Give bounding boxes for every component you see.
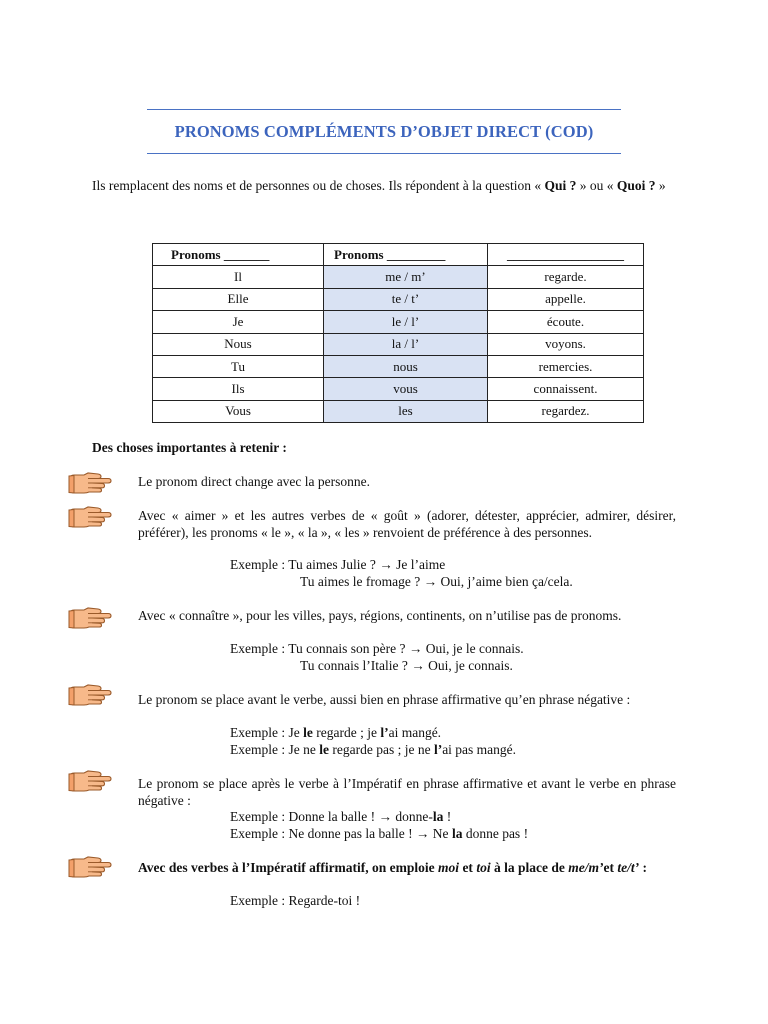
example-bold: la	[432, 809, 444, 824]
table-cell: Ils	[153, 378, 324, 400]
example-bold: le	[303, 725, 313, 740]
rule-6-text: à la place de	[490, 860, 569, 875]
table-cell: connaissent.	[488, 378, 644, 400]
table-cell: Nous	[153, 333, 324, 355]
rule-4: Le pronom se place avant le verbe, aussi bien en phrase affirmative qu’en phrase négative :	[138, 692, 631, 707]
title-top-rule	[147, 109, 621, 110]
rule-6-text: :	[639, 860, 647, 875]
rule-2: Avec « aimer » et les autres verbes de « goût » (adorer, détester, apprécier, admirer, désirer, préférer), les pronoms « le », « la », « les » renvoient de préférence à des personnes.	[138, 508, 676, 540]
table-header: __________________	[488, 244, 644, 266]
table-row	[153, 311, 644, 333]
table-cell: Tu	[153, 355, 324, 377]
intro-paragraph	[92, 177, 682, 194]
intro-text-3: »	[655, 178, 666, 193]
rule-5-example-1	[230, 809, 451, 826]
example-text: ai pas mangé.	[442, 742, 517, 757]
pronoun-table	[152, 243, 644, 423]
rule-6-italic: te/t’	[617, 860, 640, 875]
example-text: Exemple : Donne la balle ! → donne-	[230, 809, 433, 824]
table-header: Pronoms _________	[324, 244, 488, 266]
rule-6-text: et	[603, 860, 618, 875]
page-title: PRONOMS COMPLÉMENTS D’OBJET DIRECT (COD)	[174, 122, 594, 141]
table-cell: la / l’	[324, 333, 488, 355]
example-bold: l’	[433, 742, 443, 757]
table-row	[153, 333, 644, 355]
rule-6	[138, 860, 676, 877]
table-cell: les	[324, 400, 488, 422]
example-bold: le	[319, 742, 329, 757]
intro-text-2: » ou «	[576, 178, 617, 193]
example-text: Exemple : Je	[230, 725, 304, 740]
pointing-hand-icon	[68, 769, 112, 793]
pointing-hand-icon	[68, 471, 112, 495]
table-cell: le / l’	[324, 311, 488, 333]
example-text: donne pas !	[462, 826, 529, 841]
table-cell: remercies.	[488, 355, 644, 377]
table-cell: vous	[324, 378, 488, 400]
example-bold: la	[451, 826, 463, 841]
table-cell: Elle	[153, 288, 324, 310]
example-text: regarde ; je	[312, 725, 381, 740]
example-text: Exemple : Ne donne pas la balle ! → Ne	[230, 826, 452, 841]
intro-qui: Qui ?	[544, 178, 577, 193]
rule-3-example-2: Tu connais l’Italie ? → Oui, je connais.	[300, 658, 513, 673]
rule-6-italic: me/m’	[568, 860, 604, 875]
example-text: ai mangé.	[388, 725, 442, 740]
table-cell: Je	[153, 311, 324, 333]
table-cell: te / t’	[324, 288, 488, 310]
rule-6-italic: toi	[476, 860, 491, 875]
rule-6-example: Exemple : Regarde-toi !	[230, 893, 361, 908]
example-text: regarde pas ; je ne	[328, 742, 434, 757]
table-cell: regardez.	[488, 400, 644, 422]
rule-1: Le pronom direct change avec la personne.	[138, 474, 371, 489]
table-cell: me / m’	[324, 266, 488, 288]
table-cell: Vous	[153, 400, 324, 422]
rule-6-text: et	[459, 860, 477, 875]
pointing-hand-icon	[68, 855, 112, 879]
section-title: Des choses importantes à retenir :	[92, 440, 287, 455]
table-row	[153, 266, 644, 288]
pointing-hand-icon	[68, 505, 112, 529]
table-cell: Il	[153, 266, 324, 288]
rule-3-example-1: Exemple : Tu connais son père ? → Oui, je le connais.	[230, 641, 524, 656]
rule-2-example-2: Tu aimes le fromage ? → Oui, j’aime bien ça/cela.	[300, 574, 573, 589]
rule-5: Le pronom se place après le verbe à l’Impératif en phrase affirmative et avant le verbe en phrase négative :	[138, 776, 676, 808]
table-cell: regarde.	[488, 266, 644, 288]
rule-6-italic: moi	[438, 860, 460, 875]
example-text: Exemple : Je ne	[230, 742, 320, 757]
table-row	[153, 400, 644, 422]
rule-5-example-2	[230, 826, 528, 843]
table-row	[153, 378, 644, 400]
rule-3: Avec « connaître », pour les villes, pays, régions, continents, on n’utilise pas de pronoms.	[138, 608, 622, 623]
intro-text-1: Ils remplacent des noms et de personnes ou de choses. Ils répondent à la question «	[92, 178, 545, 193]
pointing-hand-icon	[68, 606, 112, 630]
table-header: Pronoms _______	[153, 244, 324, 266]
intro-quoi: Quoi ?	[616, 178, 656, 193]
pointing-hand-icon	[68, 683, 112, 707]
table-header-row	[153, 244, 644, 266]
example-bold: l’	[380, 725, 389, 740]
table-row	[153, 355, 644, 377]
example-text: !	[443, 809, 452, 824]
rule-2-example-1: Exemple : Tu aimes Julie ? → Je l’aime	[230, 557, 446, 572]
rule-4-example-2	[230, 742, 516, 759]
rule-6-text: Avec des verbes à l’Impératif affirmatif, on emploie	[138, 860, 439, 875]
table-cell: appelle.	[488, 288, 644, 310]
rule-4-example-1	[230, 725, 441, 742]
table-cell: nous	[324, 355, 488, 377]
table-cell: écoute.	[488, 311, 644, 333]
table-cell: voyons.	[488, 333, 644, 355]
table-row	[153, 288, 644, 310]
title-bottom-rule	[147, 153, 621, 154]
